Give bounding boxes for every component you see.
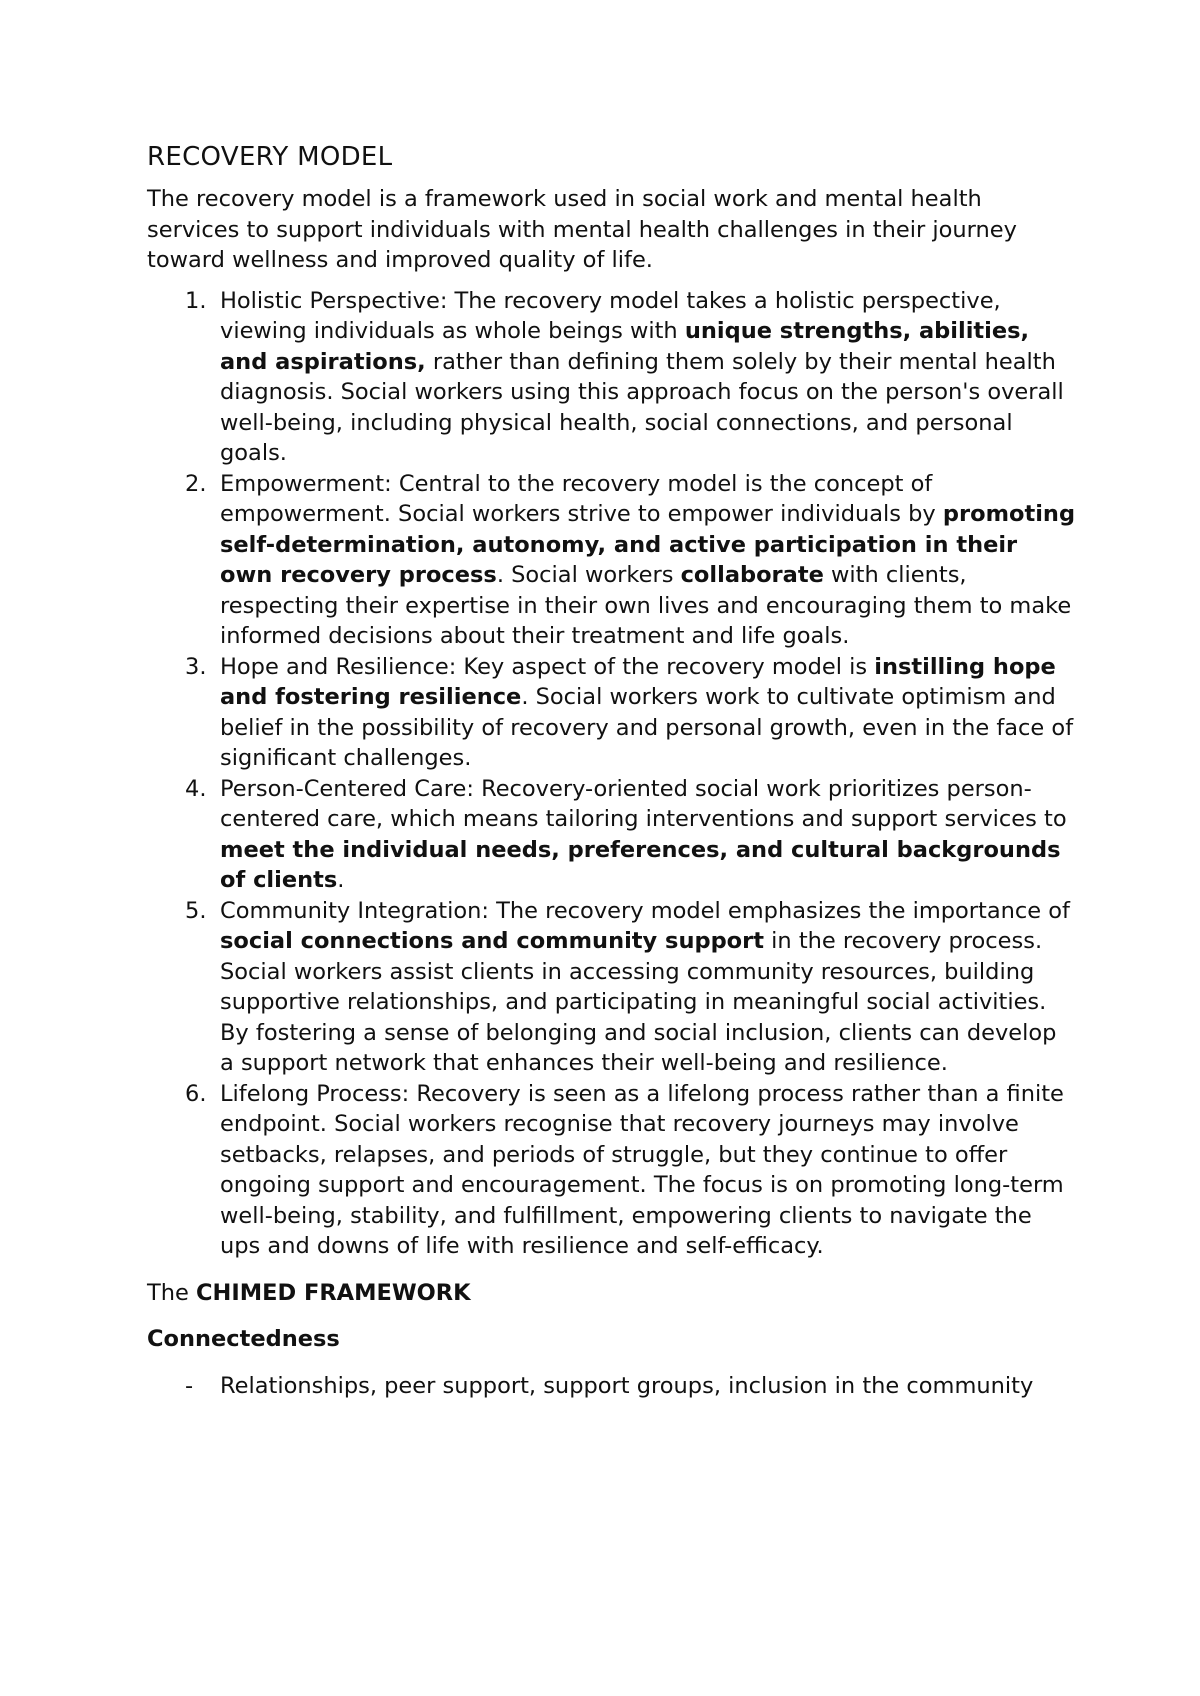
list-number: 3.	[185, 653, 207, 680]
list-item	[147, 896, 1077, 1079]
list-item	[147, 774, 1077, 896]
document-title: RECOVERY MODEL	[147, 142, 393, 172]
list-item	[147, 652, 1077, 774]
framework-line	[147, 1278, 1077, 1309]
list-text: . Social workers work to cultivate optimism and belief in the possibility of recovery and personal growth, even in the face of significant challenges.	[220, 684, 1074, 771]
document-page	[147, 140, 1077, 1401]
list-text: . Social workers	[496, 562, 681, 588]
list-text-bold: social connections and community support	[220, 928, 764, 954]
list-number: 6.	[185, 1080, 207, 1107]
list-number: 5.	[185, 897, 207, 924]
list-text: .	[337, 867, 345, 893]
list-text-bold: promoting self-determination, autonomy, and active participation in their own recovery process	[220, 501, 1076, 588]
list-number: 1.	[185, 287, 207, 314]
list-item	[147, 286, 1077, 469]
list-number: 4.	[185, 775, 207, 802]
list-text: Relationships, peer support, support groups, inclusion in the community	[220, 1372, 1034, 1399]
framework-prefix: The	[147, 1279, 196, 1306]
list-text: Empowerment: Central to the recovery model is the concept of empowerment. Social workers strive to empower individuals by	[220, 470, 943, 527]
list-text: with clients, respecting their expertise in their own lives and encouraging them to make informed decisions about their treatment and life goals.	[220, 562, 1072, 649]
framework-name: CHIMED FRAMEWORK	[196, 1279, 471, 1306]
list-text: Holistic Perspective: The recovery model takes a holistic perspective, viewing individuals as whole beings with	[220, 287, 1001, 344]
list-text: Community Integration: The recovery model emphasizes the importance of	[220, 897, 1070, 924]
list-text: Lifelong Process: Recovery is seen as a lifelong process rather than a finite endpoint. Social workers recognise that recovery journeys may involve setbacks, relapses, and periods of struggle, but they continue to offer ongoing support and encouragement. The focus is on promoting long-term well-being, stability, and fulfillment, empowering clients to navigate the ups and downs of life with resilience and self-efficacy.	[220, 1080, 1064, 1259]
dash-bullet: -	[185, 1372, 194, 1399]
list-text-bold: collaborate	[680, 562, 824, 588]
list-text: in the recovery process. Social workers assist clients in accessing community resources, building supportive relationships, and participating in meaningful social activities. By fostering a sense of belonging and social inclusion, clients can develop a support network that enhances their well-being and resilience.	[220, 928, 1057, 1076]
list-text-bold: instilling hope and fostering resilience	[220, 653, 1056, 710]
connectedness-list	[147, 1371, 1077, 1402]
list-text: Person-Centered Care: Recovery-oriented social work prioritizes person-centered care, which means tailoring interventions and support services to	[220, 775, 1067, 832]
list-number: 2.	[185, 470, 207, 497]
list-text-bold: unique strengths, abilities, and aspirations,	[220, 318, 1030, 375]
list-item	[147, 1079, 1077, 1262]
list-item	[147, 1371, 1077, 1402]
list-text: rather than defining them solely by their mental health diagnosis. Social workers using this approach focus on the person's overall well-being, including physical health, social connections, and personal goals.	[220, 348, 1064, 466]
list-text: Hope and Resilience: Key aspect of the recovery model is	[220, 653, 875, 680]
recovery-principles-list	[147, 286, 1077, 1262]
list-text-bold: meet the individual needs, preferences, and cultural backgrounds of clients	[220, 836, 1061, 893]
list-item	[147, 469, 1077, 652]
section-heading: Connectedness	[147, 1326, 340, 1352]
intro-paragraph: The recovery model is a framework used in social work and mental health services to support individuals with mental health challenges in their journey toward wellness and improved quality of life.	[147, 186, 1017, 273]
